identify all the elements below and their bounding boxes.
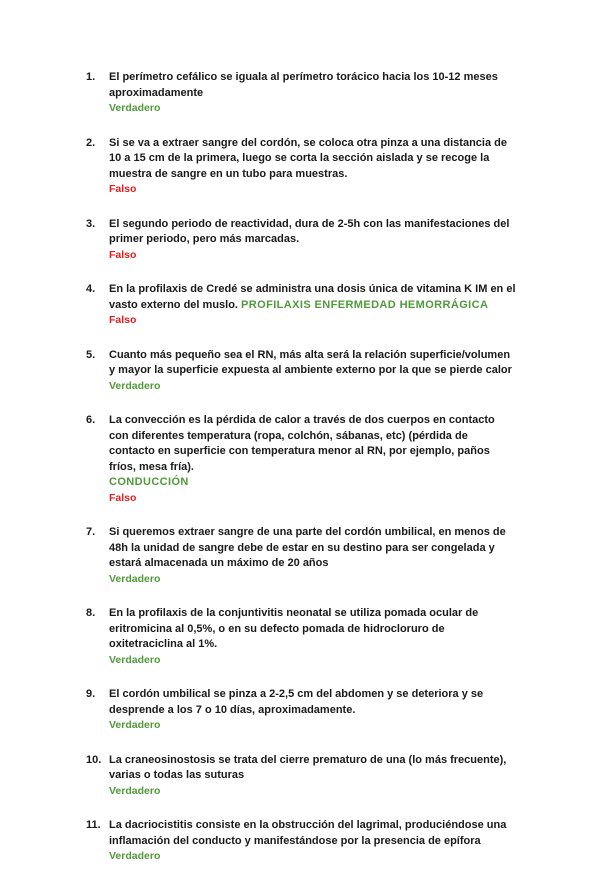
- answer-label: Verdadero: [109, 102, 161, 114]
- question-item: [0, 348, 600, 395]
- question-text: La craneosinostosis se trata del cierre prematuro de una (lo más frecuente), varias o todas las suturas: [109, 753, 507, 781]
- question-text: La dacriocistitis consiste en la obstrucción del lagrimal, produciéndose una inflamación del conducto y manifestándose por la presencia de epífora: [109, 819, 507, 847]
- correction-note: CONDUCCIÓN: [109, 476, 189, 488]
- question-number: 2.: [86, 136, 96, 149]
- question-item: [0, 753, 600, 800]
- question-number: 6.: [86, 414, 96, 426]
- answer-label: Verdadero: [109, 719, 161, 731]
- answer-label: Verdadero: [109, 850, 161, 862]
- question-item: [0, 136, 600, 198]
- question-text: Si se va a extraer sangre del cordón, se coloca otra pinza a una distancia de 10 a 15 cm de la primera, luego se corta la sección aislada y se recoge la muestra de sangre en un tubo para muestras.: [109, 136, 507, 180]
- question-text: El segundo periodo de reactividad, dura de 2-5h con las manifestaciones del primer periodo, pero más marcadas.: [109, 217, 510, 245]
- question-number: 9.: [86, 688, 96, 700]
- question-item: [0, 282, 600, 329]
- question-text: La convección es la pérdida de calor a través de dos cuerpos en contacto con diferentes temperatura (ropa, colchón, sábanas, etc) (pérdida de contacto en superficie con temperatura menor al RN, por ejemplo, paños fríos, mesa fría).: [109, 414, 495, 473]
- question-text: El perímetro cefálico se iguala al perímetro torácico hacia los 10-12 meses aproximadamente: [109, 71, 498, 99]
- question-item: [0, 687, 600, 734]
- answer-label: Verdadero: [109, 379, 161, 392]
- question-text: En la profilaxis de la conjuntivitis neonatal se utiliza pomada ocular de eritromicina al 0,5%, o en su defecto pomada de hidrocloruro de oxitetraciclina al 1%.: [109, 607, 479, 650]
- question-number: 8.: [86, 607, 96, 619]
- question-item: [0, 818, 600, 865]
- answer-label: Verdadero: [109, 572, 161, 585]
- answer-label: Falso: [109, 314, 137, 326]
- question-number: 11.: [86, 819, 101, 831]
- question-text: Si queremos extraer sangre de una parte del cordón umbilical, en menos de 48h la unidad de sangre debe de estar en su destino para ser congelada y estará almacenada un máximo de 20 años: [109, 526, 506, 569]
- question-number: 7.: [86, 526, 96, 538]
- question-item: [0, 413, 600, 506]
- question-item: [0, 606, 600, 668]
- answer-label: Verdadero: [109, 653, 161, 666]
- answer-label: Verdadero: [109, 784, 161, 797]
- question-text: El cordón umbilical se pinza a 2-2,5 cm del abdomen y se deteriora y se desprende a los 7 o 10 días, aproximadamente.: [109, 688, 484, 716]
- question-text: Cuanto más pequeño sea el RN, más alta será la relación superficie/volumen y mayor la superficie expuesta al ambiente externo por la que se pierde calor: [109, 348, 512, 376]
- question-number: 5.: [86, 348, 96, 361]
- question-item: [0, 70, 600, 117]
- question-item: [0, 217, 600, 264]
- question-list: [0, 70, 600, 884]
- question-item: [0, 525, 600, 587]
- answer-label: Falso: [109, 183, 137, 195]
- question-number: 10.: [86, 753, 102, 766]
- correction-note: PROFILAXIS ENFERMEDAD HEMORRÁGICA: [241, 298, 489, 311]
- answer-label: Falso: [109, 491, 137, 504]
- question-text: En la profilaxis de Credé se administra una dosis única de vitamina K IM en el vasto externo del muslo.: [109, 283, 516, 311]
- question-number: 4.: [86, 283, 96, 295]
- answer-label: Falso: [109, 248, 137, 261]
- question-number: 3.: [86, 217, 96, 230]
- question-number: 1.: [86, 71, 96, 83]
